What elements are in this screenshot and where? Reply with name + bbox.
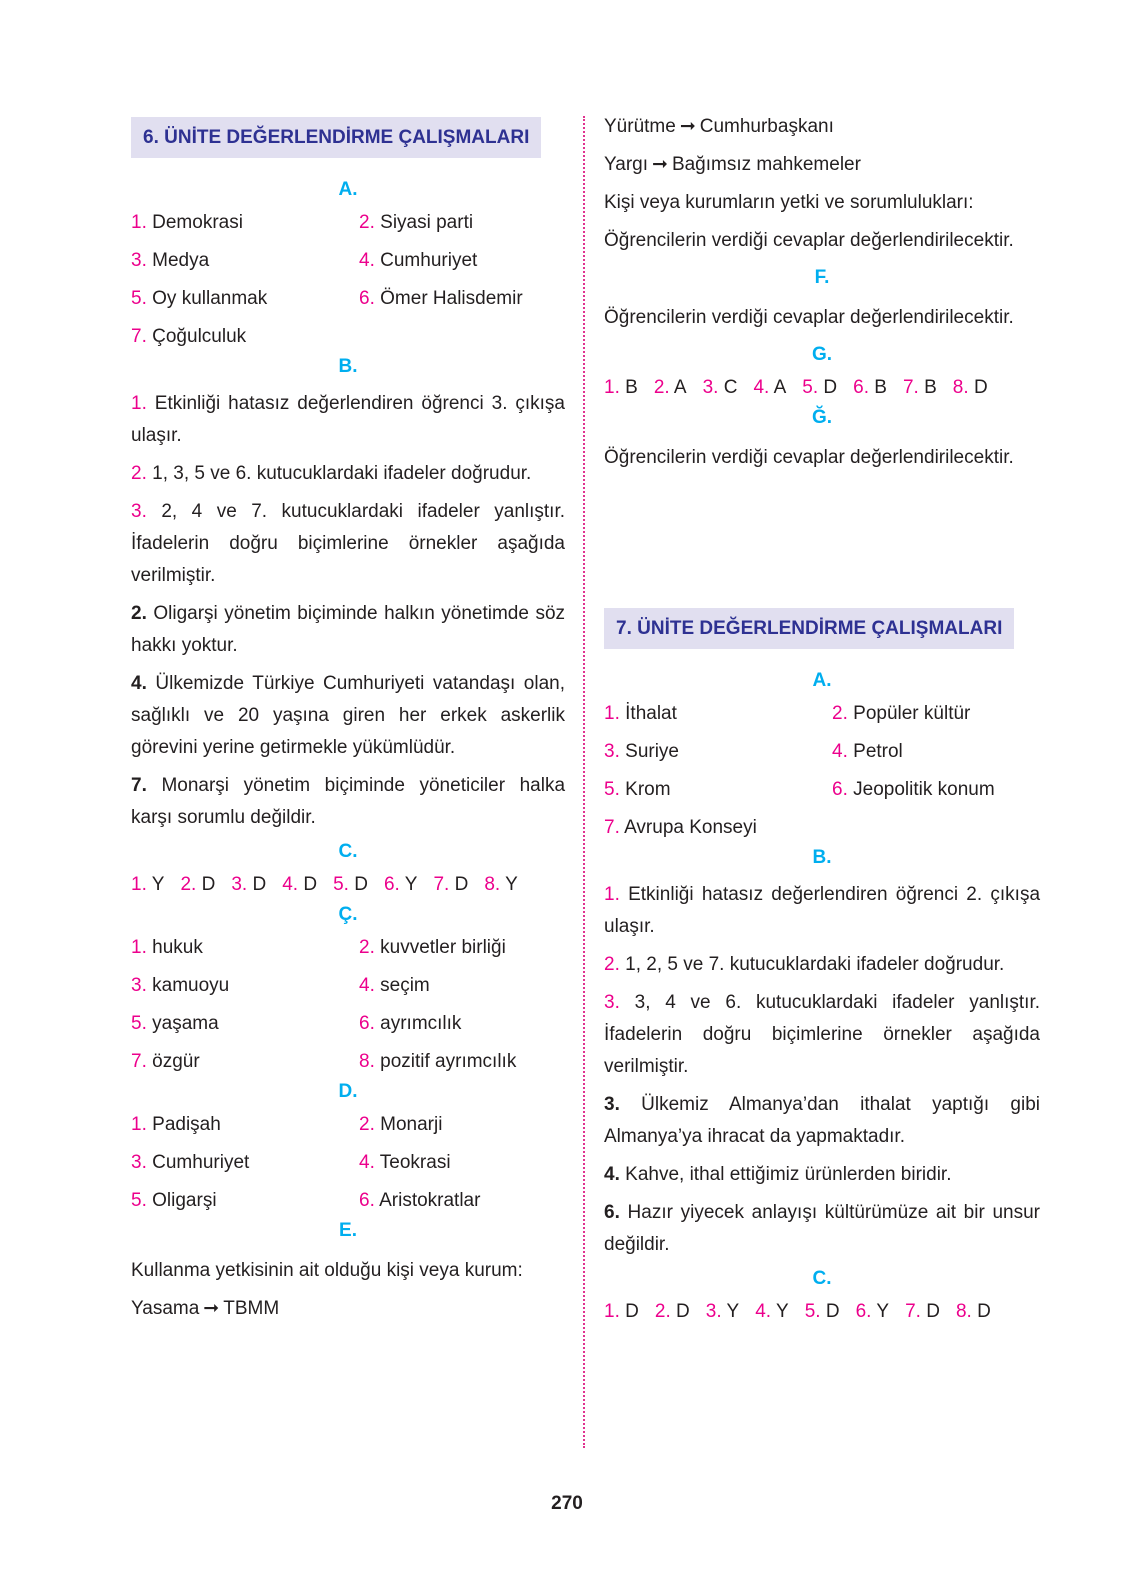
unit6-e-resp-label: Kişi veya kurumların yetki ve sorumlulukları:	[604, 192, 974, 213]
arrow-icon: ➞	[679, 116, 696, 137]
unit7-b-p1: 1. Etkinliği hatasız değerlendiren öğrenci 2. çıkışa ulaşır.	[604, 884, 1041, 937]
list-item: 5. Oligarşi	[131, 1190, 217, 1211]
answer-item: 8. D	[955, 1301, 991, 1322]
unit7-a-heading: A.	[812, 670, 832, 691]
unit6-e-heading: E.	[339, 1220, 357, 1241]
list-item: 2. Monarji	[359, 1114, 443, 1135]
answer-item: 5. D	[333, 874, 368, 895]
list-item: 4. Cumhuriyet	[359, 250, 478, 271]
unit6-f-heading: F.	[814, 267, 830, 288]
unit6-b-c7: 7. Monarşi yönetim biçiminde yöneticiler halka karşı sorumlu değildir.	[131, 775, 566, 828]
unit7-c-answers	[604, 1300, 1040, 1324]
unit6-b-p1: 1. Etkinliği hatasız değerlendiren öğrenci 3. çıkışa ulaşır.	[131, 393, 565, 446]
unit6-c-heading: C.	[338, 841, 358, 862]
unit6-cc-heading: Ç.	[338, 904, 358, 925]
unit6-b-c2: 2. Oligarşi yönetim biçiminde halkın yönetimde söz hakkı yoktur.	[131, 603, 566, 656]
answer-item: 8. Y	[484, 874, 518, 895]
answer-item: 3. D	[231, 874, 267, 895]
answer-item: 4. D	[282, 874, 318, 895]
unit6-g-heading: G.	[811, 344, 833, 365]
unit7-b-heading: B.	[812, 847, 832, 868]
list-item: 1. hukuk	[131, 937, 203, 958]
unit6-c-answers	[131, 873, 565, 897]
list-item: 3. Suriye	[604, 741, 679, 762]
unit6-b-heading: B.	[338, 356, 358, 377]
answer-item: 6. Y	[855, 1301, 890, 1322]
list-item: 6. Aristokratlar	[359, 1190, 481, 1211]
unit6-b-p2: 2. 1, 3, 5 ve 6. kutucuklardaki ifadeler doğrudur.	[131, 463, 532, 484]
unit6-a-list	[131, 211, 565, 349]
list-item: 6. ayrımcılık	[359, 1013, 462, 1034]
list-item: 2. Siyasi parti	[359, 212, 474, 233]
unit7-b-c4: 4. Kahve, ithal ettiğimiz ürünlerden biridir.	[604, 1164, 952, 1185]
list-item: 3. Cumhuriyet	[131, 1152, 250, 1173]
column-divider	[583, 116, 585, 1448]
answer-item: 3. Y	[705, 1301, 740, 1322]
answer-item: 2. A	[653, 377, 687, 398]
list-item: 3. Medya	[131, 250, 210, 271]
answer-item: 4. A	[753, 377, 787, 398]
unit6-e-row: Yasama ➞ TBMM	[131, 1290, 565, 1328]
answer-item: 5. D	[802, 377, 838, 398]
answer-item: 2. D	[654, 1301, 690, 1322]
answer-item: 8. D	[952, 377, 988, 398]
unit7-title: 7. ÜNİTE DEĞERLENDİRME ÇALIŞMALARI	[604, 608, 1014, 649]
unit6-title: 6. ÜNİTE DEĞERLENDİRME ÇALIŞMALARI	[131, 117, 541, 158]
answer-item: 1. B	[604, 377, 638, 398]
unit6-d-heading: D.	[338, 1081, 358, 1102]
answer-item: 5. D	[804, 1301, 840, 1322]
list-item: 1. İthalat	[604, 703, 677, 724]
unit6-b-c4: 4. Ülkemizde Türkiye Cumhuriyeti vatandaşı olan, sağlıklı ve 20 yaşına giren her erkek askerlik görevini yerine getirmekle yükümlüdür.	[131, 673, 565, 758]
unit6-cc-list	[131, 936, 565, 1074]
answer-item: 1. Y	[131, 874, 165, 895]
list-item: 2. kuvvetler birliği	[359, 937, 506, 958]
answer-item: 6. Y	[383, 874, 418, 895]
answer-item: 7. B	[902, 377, 937, 398]
answer-item: 2. D	[180, 874, 216, 895]
unit7-a-list	[604, 702, 1040, 840]
list-item: 7. özgür	[131, 1051, 200, 1072]
unit7-b-c6: 6. Hazır yiyecek anlayışı kültürümüze ait bir unsur değildir.	[604, 1202, 1040, 1255]
list-item: 4. Teokrasi	[359, 1152, 451, 1173]
list-item: 7. Çoğulculuk	[131, 326, 247, 347]
list-item: 5. Krom	[604, 779, 671, 800]
unit6-gg-heading: Ğ.	[811, 407, 833, 428]
left-column	[131, 112, 565, 1328]
unit6-b-p3: 3. 2, 4 ve 7. kutucuklardaki ifadeler yanlıştır. İfadelerin doğru biçimlerine örnekler aşağıda verilmiştir.	[131, 501, 566, 586]
list-item: 2. Popüler kültür	[832, 703, 971, 724]
list-item: 5. Oy kullanmak	[131, 288, 268, 309]
answer-item: 6. B	[853, 377, 887, 398]
answer-item: 7. D	[433, 874, 469, 895]
arrow-icon: ➞	[203, 1298, 220, 1319]
page-number: 270	[551, 1493, 583, 1514]
unit6-e-resp-text: Öğrencilerin verdiği cevaplar değerlendirilecektir.	[604, 230, 1014, 251]
unit6-d-list	[131, 1113, 565, 1213]
unit7-b-c3: 3. Ülkemiz Almanya’dan ithalat yaptığı gibi Almanya’ya ihracat da yapmaktadır.	[604, 1094, 1040, 1147]
list-item: 4. seçim	[359, 975, 430, 996]
right-column	[604, 108, 1040, 1330]
unit6-gg-text: Öğrencilerin verdiği cevaplar değerlendirilecektir.	[604, 447, 1014, 468]
unit7-c-heading: C.	[812, 1268, 832, 1289]
list-item: 8. pozitif ayrımcılık	[359, 1051, 517, 1072]
unit6-a-heading: A.	[338, 179, 358, 200]
unit7-b-p3: 3. 3, 4 ve 6. kutucuklardaki ifadeler yanlıştır. İfadelerin doğru biçimlerine örnekler aşağıda verilmiştir.	[604, 992, 1041, 1077]
unit6-e-row: Yargı ➞ Bağımsız mahkemeler	[604, 146, 1040, 184]
answer-item: 3. C	[702, 377, 738, 398]
unit6-e-intro: Kullanma yetkisinin ait olduğu kişi veya kurum:	[131, 1260, 523, 1281]
answer-item: 7. D	[905, 1301, 940, 1322]
unit6-e-row: Yürütme ➞ Cumhurbaşkanı	[604, 108, 1040, 146]
answer-item: 4. Y	[755, 1301, 789, 1322]
list-item: 5. yaşama	[131, 1013, 219, 1034]
list-item: 7. Avrupa Konseyi	[604, 817, 757, 838]
arrow-icon: ➞	[652, 154, 668, 175]
list-item: 1. Demokrasi	[131, 212, 243, 233]
list-item: 1. Padişah	[131, 1114, 221, 1135]
list-item: 4. Petrol	[832, 741, 903, 762]
list-item: 6. Ömer Halisdemir	[359, 288, 523, 309]
unit6-f-text: Öğrencilerin verdiği cevaplar değerlendirilecektir.	[604, 307, 1014, 328]
unit6-g-answers	[604, 376, 1040, 400]
unit7-b-p2: 2. 1, 2, 5 ve 7. kutucuklardaki ifadeler doğrudur.	[604, 954, 1005, 975]
answer-item: 1. D	[604, 1301, 639, 1322]
list-item: 6. Jeopolitik konum	[832, 779, 995, 800]
list-item: 3. kamuoyu	[131, 975, 230, 996]
